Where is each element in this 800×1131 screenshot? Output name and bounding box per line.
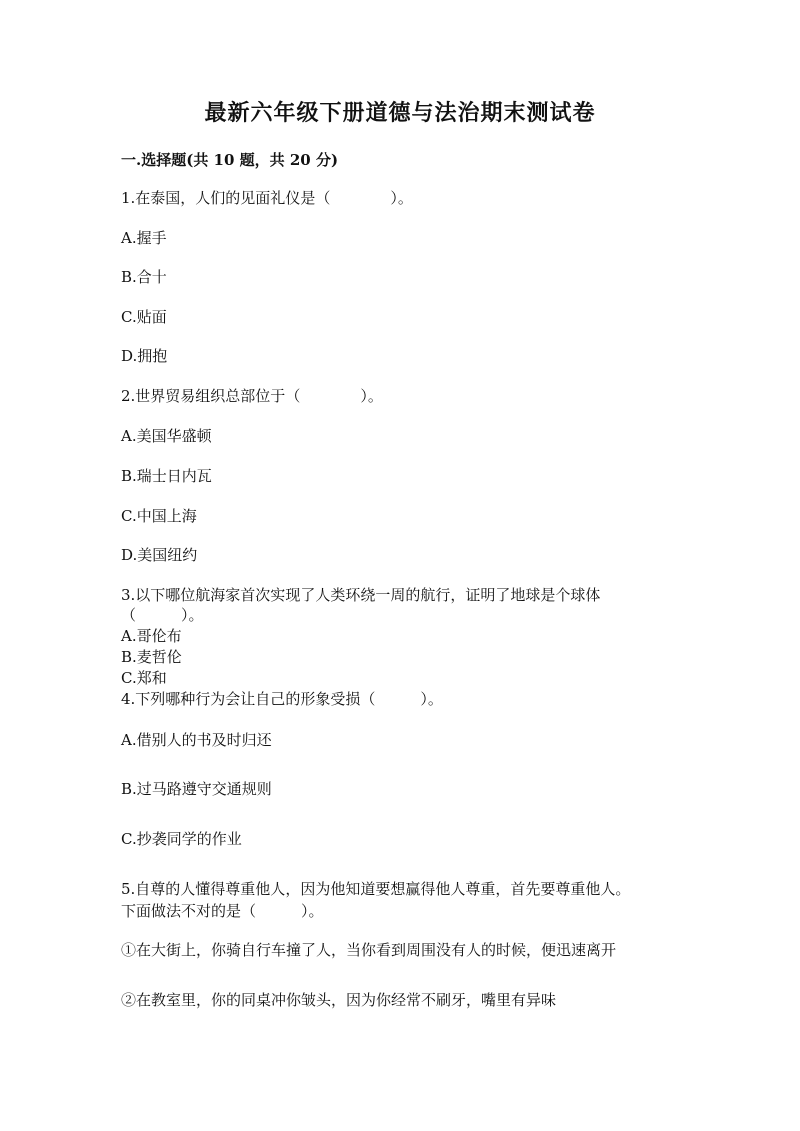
question-2-option-a: A.美国华盛顿	[121, 427, 212, 445]
question-2-option-d: D.美国纽约	[121, 546, 198, 564]
question-3-option-a: A.哥伦布	[121, 627, 182, 645]
page-title: 最新六年级下册道德与法治期末测试卷	[204, 100, 596, 126]
question-2-stem: 2.世界贸易组织总部位于（ ）。	[121, 387, 383, 405]
question-1-option-a: A.握手	[121, 229, 167, 247]
question-1-stem: 1.在泰国，人们的见面礼仪是（ ）。	[121, 189, 413, 207]
question-4-stem: 4.下列哪种行为会让自己的形象受损（ ）。	[121, 690, 443, 708]
question-5-stem-line-2: 下面做法不对的是（ ）。	[121, 902, 324, 920]
question-2-option-b: B.瑞士日内瓦	[121, 467, 212, 485]
question-3-stem-line-1: 3.以下哪位航海家首次实现了人类环绕一周的航行，证明了地球是个球体	[121, 586, 601, 604]
question-1-option-d: D.拥抱	[121, 347, 168, 365]
question-3-stem-line-2: （ ）。	[121, 606, 204, 624]
question-4-option-a: A.借别人的书及时归还	[121, 731, 272, 749]
question-5-item-2: ②在教室里，你的同桌冲你皱头，因为你经常不刷牙，嘴里有异味	[121, 991, 557, 1009]
question-1-option-b: B.合十	[121, 268, 167, 286]
question-2-option-c: C.中国上海	[121, 507, 197, 525]
question-5-stem-line-1: 5.自尊的人懂得尊重他人，因为他知道要想赢得他人尊重，首先要尊重他人。	[121, 880, 631, 898]
question-4-option-b: B.过马路遵守交通规则	[121, 780, 272, 798]
question-3-option-b: B.麦哲伦	[121, 648, 182, 666]
question-4-option-c: C.抄袭同学的作业	[121, 830, 242, 848]
question-1-option-c: C.贴面	[121, 308, 167, 326]
question-3-option-c: C.郑和	[121, 669, 167, 687]
question-5-item-1: ①在大街上，你骑自行车撞了人，当你看到周围没有人的时候，便迅速离开	[121, 941, 617, 959]
section-heading: 一.选择题(共 10 题，共 20 分)	[121, 151, 339, 169]
